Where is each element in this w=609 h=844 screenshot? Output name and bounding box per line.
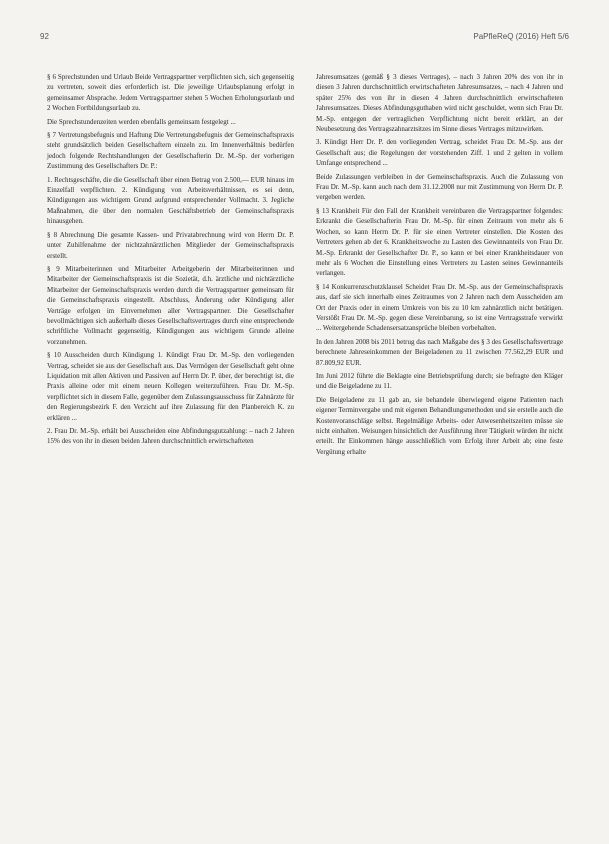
paragraph: 2. Frau Dr. M.-Sp. erhält bei Ausscheiden eine Abfindungsgutzahlung: – nach 2 Jahren 15% des von ihr in diesen beiden Jahren durchschnittlich erwirtschafteten: [47, 427, 294, 446]
left-column: [47, 72, 294, 450]
paragraph: § 10 Ausscheiden durch Kündigung 1. Kündigt Frau Dr. M.-Sp. den vorliegenden Vertrag, scheidet sie aus der Gesellschaft aus. Das Vermögen der Gesellschaft geht ohne Liquidation mit allen Aktiven und Passiven auf Herrn Dr. P. über, der berechtigt ist, die Praxis alleine oder mit einem neuen Kollegen weiterzuführen. Frau Dr. M.-Sp. verpflichtet sich in diesem Falle, gegenüber dem Zulassungsausschuss für Zahnärzte für den Regierungsbezirk F. den Verzicht auf ihre Zulassung für den Planbereich K. zu erklären ...: [47, 351, 294, 422]
journal-citation: PaPfleReQ (2016) Heft 5/6: [473, 32, 569, 41]
paragraph: § 9 Mitarbeiterinnen und Mitarbeiter Arbeitgeberin der Mitarbeiterinnen und Mitarbeiter der Gemeinschaftspraxis ist die Sozietät, d.h. ärztliche und nichtärztliche Mitarbeiter der Gemeinschaftspraxis werden durch die Vertragspartner gemeinsam für die Gemeinschaftspraxis eingestellt. Abschluss, Änderung oder Kündigung aller Verträge erfolgen im Einvernehmen aller Vertragspartner. Die Gesellschafter bevollmächtigen sich außerhalb dieses Gesellschaftsvertrages durch eine entsprechende schriftliche Vollmacht gegenseitig, Kündigungen aus wichtigem Grunde alleine vorzunehmen.: [47, 264, 294, 346]
paragraph: Jahresumsatzes (gemäß § 3 dieses Vertrages), – nach 3 Jahren 20% des von ihr in diesen 3 Jahren durchschnittlich erwirtschafteten Jahresumsatzes, – nach 4 Jahren und später 25% des von ihr in diesen 4 Jahren durchschnittlich erwirtschafteten Jahresumsatzes. Dieses Abfindungsguthaben wird nicht geschuldet, wenn sich Frau Dr. M.-Sp. entgegen der vertraglichen Verpflichtung nicht bereit erklärt, an der Neubesetzung des Vertragszahnarztsitzes im Sinne dieses Vertrages mitzuwirken.: [316, 73, 563, 134]
paragraph: 1. Rechtsgeschäfte, die die Gesellschaft über einen Betrag von 2.500,— EUR hinaus im Einzelfall verpflichten. 2. Kündigung von Arbeitsverhältnissen, es sei denn, Kündigungen aus wichtigem Grund aufgrund entsprechender Vollmacht. 3. Jegliche Maßnahmen, die über den normalen Geschäftsbetrieb der Gemeinschaftspraxis hinausgehen.: [47, 175, 294, 226]
paragraph: § 13 Krankheit Für den Fall der Krankheit vereinbaren die Vertragspartner folgendes: Erkrankt die Gesellschafterin Frau Dr. M.-Sp. für einen Zeitraum von mehr als 6 Wochen, so kann Herrn Dr. P. für sie einen Vertreter einstellen. Die Kosten des Vertreters gehen ab der 6. Krankheitswoche zu Lasten des Gewinnanteils von Frau Dr. M.-Sp. Erkrankt der Gesellschafter Dr. P., so kann er bei einer Krankheitsdauer von mehr als 6 Wochen die Einstellung eines Vertreters zu Lasten seines Gewinnanteils verlangen.: [316, 206, 563, 278]
paragraph: In den Jahren 2008 bis 2011 betrug das nach Maßgabe des § 3 des Gesellschaftsvertrage berechnete Jahreseinkommen der Beigeladenen zu 11 zwischen 77.562,29 EUR und 87.809,92 EUR.: [316, 337, 563, 367]
paragraph: 3. Kündigt Herr Dr. P. den vorliegenden Vertrag, scheidet Frau Dr. M.-Sp. aus der Gesellschaft aus; die Regelungen der vorstehenden Ziff. 1 und 2 gelten in vollem Umfange entsprechend ...: [316, 138, 563, 168]
paragraph: § 14 Konkurrenzschutzklausel Scheidet Frau Dr. M.-Sp. aus der Gemeinschaftspraxis aus, darf sie sich innerhalb eines Zeitraumes von 2 Jahren nach dem Ausscheiden am Ort der Praxis oder in einem Umkreis von bis zu 10 km zahnärztlich nicht betätigen. Verstößt Frau Dr. M.-Sp. gegen diese Vereinbarung, so ist eine Vertragsstrafe verwirkt ... Weitergehende Schadensersatzansprüche bleiben vorbehalten.: [316, 282, 563, 333]
page-header: [40, 32, 569, 41]
paragraph: Die Sprechstundenzeiten werden ebenfalls gemeinsam festgelegt ...: [47, 117, 236, 126]
page-number: 92: [40, 32, 49, 41]
paragraph: § 8 Abrechnung Die gesamte Kassen- und Privatabrechnung wird von Herrn Dr. P. unter Zuhilfenahme der nichtzahnärztlichen Mitglieder der Gemeinschaftspraxis erstellt.: [47, 230, 294, 260]
paragraph: Im Juni 2012 führte die Beklagte eine Betriebsprüfung durch; sie befragte den Kläger und die Beigeladene zu 11.: [316, 371, 563, 391]
right-column: [316, 72, 563, 460]
paragraph: Beide Zulassungen verbleiben in der Gemeinschaftspraxis. Auch die Zulassung von Frau Dr. M.-Sp. kann auch nach dem 31.12.2008 nur mit Zustimmung von Herrn Dr. P. vergeben werden.: [316, 172, 563, 202]
paragraph: § 6 Sprechstunden und Urlaub Beide Vertragspartner verpflichten sich, sich gegenseitig zu vertreten, soweit dies erforderlich ist. Die jeweilige Urlaubsplanung erfolgt in gemeinsamer Absprache. Jedem Vertragspartner stehen 5 Wochen Erholungsurlaub und 2 Wochen Fortbildungsurlaub zu.: [47, 73, 294, 113]
paragraph: § 7 Vertretungsbefugnis und Haftung Die Vertretungsbefugnis der Gemeinschaftspraxis steht grundsätzlich beiden Gesellschaftern einzeln zu. Im Innenverhältnis bedürfen jedoch folgende Rechtshandlungen der Gesellschafterin Dr. M.-Sp. der vorherigen Zustimmung des Gesellschafters Dr. P.:: [47, 131, 294, 171]
paragraph: Die Beigeladene zu 11 gab an, sie behandele überwiegend eigene Patienten nach eigener Terminvergabe und mit eigenen Behandlungsmethoden und sie erstelle auch die Kostenvoranschläge selbst. Regelmäßige Arbeits- oder Anwesenheitszeiten müsse sie nicht einhalten. Weisungen hinsichtlich der Ausführung ihrer Tätigkeit würden ihr nicht erteilt. Ihr Einkommen hänge ausschließlich vom Erfolg ihrer Arbeit ab; eine feste Vergütung erhalte: [316, 395, 563, 456]
